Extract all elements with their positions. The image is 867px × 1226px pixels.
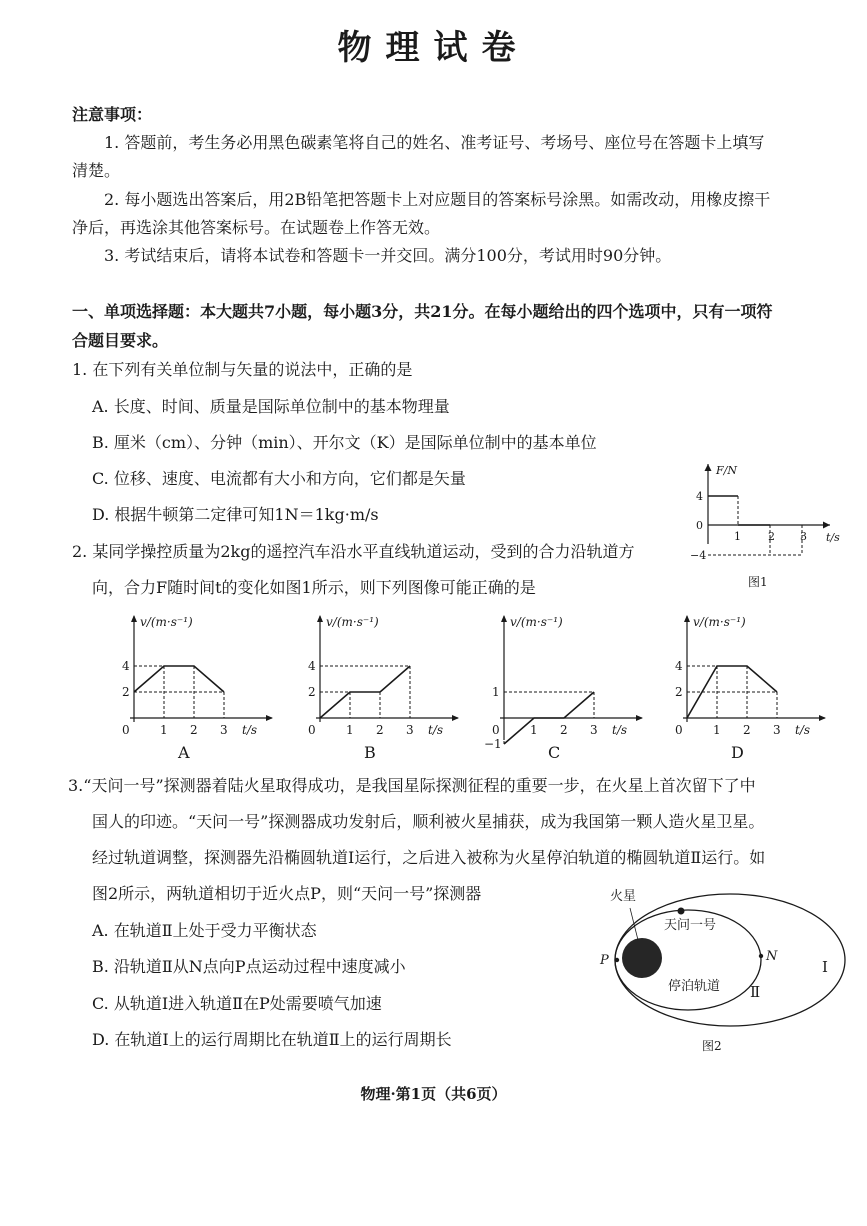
graph-b-option-label: B (364, 743, 376, 762)
mars-planet (622, 938, 662, 978)
graph-a-option-label: A (178, 743, 190, 762)
q3-stem-line2: 国人的印迹。“天问一号”探测器成功发射后，顺利被火星捕获，成为我国第一颗人造火星卫星。 (92, 812, 765, 831)
figure-2-orbits (590, 880, 852, 1058)
graph-a-x-label: t/s (242, 723, 258, 737)
graph-d-xtick-3: 3 (773, 723, 781, 737)
fig1-xtick-1: 1 (734, 530, 741, 543)
notice-item-1a: 1. 答题前，考生务必用黑色碳素笔将自己的姓名、准考证号、考场号、座位号在答题卡上填写 (104, 133, 765, 152)
notice-item-2b: 净后，再选涂其他答案标号。在试题卷上作答无效。 (72, 218, 441, 237)
q3-option-d: D. 在轨道Ⅰ上的运行周期比在轨道Ⅱ上的运行周期长 (92, 1030, 452, 1049)
graph-a-xtick-1: 1 (160, 723, 168, 737)
q1-option-b: B. 厘米（cm）、分钟（min）、开尔文（K）是国际单位制中的基本单位 (92, 433, 597, 452)
q3-option-a: A. 在轨道Ⅱ上处于受力平衡状态 (92, 921, 317, 940)
section-heading-line1: 一、单项选择题：本大题共7小题，每小题3分，共21分。在每小题给出的四个选项中，只有一项符 (72, 302, 773, 321)
graph-c-xtick-2: 2 (560, 723, 568, 737)
graph-c-y-label: v/(m·s⁻¹) (510, 615, 563, 629)
point-n-label: N (766, 949, 778, 964)
section-heading-line2: 合题目要求。 (72, 331, 169, 350)
fig2-caption: 图2 (702, 1039, 722, 1053)
fig1-caption: 图1 (748, 575, 768, 589)
probe-dot (678, 908, 685, 915)
graph-c-ytick-top: 1 (492, 685, 500, 699)
graph-d-origin: 0 (675, 723, 683, 737)
graph-c-xtick-1: 1 (530, 723, 538, 737)
notice-item-3: 3. 考试结束后，请将本试卷和答题卡一并交回。满分100分，考试用时90分钟。 (104, 246, 672, 265)
graph-b-origin: 0 (308, 723, 316, 737)
notice-heading: 注意事项： (72, 105, 153, 124)
graph-d-option-label: D (731, 743, 744, 762)
q2-stem-line2: 向，合力F随时间t的变化如图1所示，则下列图像可能正确的是 (92, 578, 536, 597)
graph-d-xtick-1: 1 (713, 723, 721, 737)
graph-c-x-label: t/s (612, 723, 628, 737)
fig1-ytick-4: 4 (696, 490, 703, 503)
point-n (759, 954, 763, 958)
graph-b-xtick-2: 2 (376, 723, 384, 737)
orbit-2-label: Ⅱ (750, 983, 761, 1001)
fig1-y-label: F/N (716, 464, 737, 477)
parking-orbit-label: 停泊轨道 (668, 979, 721, 994)
graph-a (112, 612, 282, 762)
q1-option-d: D. 根据牛顿第二定律可知1N＝1kg·m/s (92, 505, 379, 524)
notice-item-2a: 2. 每小题选出答案后，用2B铅笔把答题卡上对应题目的答案标号涂黑。如需改动，用橡皮擦干 (104, 190, 771, 209)
graph-a-xtick-3: 3 (220, 723, 228, 737)
fig1-xtick-2: 2 (768, 530, 775, 543)
figure-1-force-graph (690, 462, 850, 594)
graph-b-y-label: v/(m·s⁻¹) (326, 615, 379, 629)
q3-stem-line1: 3.“天问一号”探测器着陆火星取得成功，是我国星际探测征程的重要一步，在火星上首次留下了中 (68, 776, 756, 795)
graph-b-curve (320, 666, 410, 718)
q2-stem-line1: 2. 某同学操控质量为2kg的遥控汽车沿水平直线轨道运动，受到的合力沿轨道方 (72, 542, 635, 561)
probe-label: 天问一号 (664, 918, 717, 933)
fig1-ytick-0: 0 (696, 519, 703, 532)
page-footer: 物理·第1页（共6页） (360, 1085, 507, 1103)
graph-b (298, 612, 468, 762)
q3-option-b: B. 沿轨道Ⅱ从N点向P点运动过程中速度减小 (92, 957, 406, 976)
graph-b-x-label: t/s (428, 723, 444, 737)
graph-d-ytick-top: 4 (675, 659, 683, 673)
point-p (615, 958, 619, 962)
graph-a-xtick-2: 2 (190, 723, 198, 737)
q3-stem-line3: 经过轨道调整，探测器先沿椭圆轨道Ⅰ运行，之后进入被称为火星停泊轨道的椭圆轨道Ⅱ运行。如 (92, 848, 766, 867)
graph-a-ytick-top: 4 (122, 659, 130, 673)
graph-b-xtick-3: 3 (406, 723, 414, 737)
graph-d-ytick-mid: 2 (675, 685, 683, 699)
q1-option-a: A. 长度、时间、质量是国际单位制中的基本物理量 (92, 397, 450, 416)
fig1-xtick-3: 3 (800, 530, 807, 543)
fig1-ytick-neg4: −4 (690, 549, 707, 562)
graph-a-y-label: v/(m·s⁻¹) (140, 615, 193, 629)
graph-d-y-label: v/(m·s⁻¹) (693, 615, 746, 629)
graph-b-xtick-1: 1 (346, 723, 354, 737)
graph-a-ytick-mid: 2 (122, 685, 130, 699)
graph-d (665, 612, 835, 762)
graph-a-origin: 0 (122, 723, 130, 737)
q3-option-c: C. 从轨道Ⅰ进入轨道Ⅱ在P处需要喷气加速 (92, 994, 382, 1013)
graph-b-ytick-mid: 2 (308, 685, 316, 699)
graph-b-ytick-top: 4 (308, 659, 316, 673)
notice-item-1b: 清楚。 (72, 161, 121, 180)
graph-a-curve (134, 666, 224, 692)
mars-label: 火星 (610, 889, 637, 904)
graph-c-ytick-bottom: −1 (484, 737, 502, 751)
graph-c-option-label: C (548, 743, 561, 762)
page-title: 物理试卷 (337, 28, 530, 68)
q1-stem: 1. 在下列有关单位制与矢量的说法中，正确的是 (72, 360, 413, 379)
graph-d-x-label: t/s (795, 723, 811, 737)
q3-stem-line4: 图2所示，两轨道相切于近火点P，则“天问一号”探测器 (92, 884, 482, 903)
orbit-1-label: Ⅰ (822, 958, 828, 976)
q1-option-c: C. 位移、速度、电流都有大小和方向，它们都是矢量 (92, 469, 466, 488)
graph-c-xtick-3: 3 (590, 723, 598, 737)
fig1-x-label: t/s (826, 531, 840, 544)
point-p-label: P (600, 953, 609, 968)
graph-d-xtick-2: 2 (743, 723, 751, 737)
graph-c (482, 612, 652, 762)
graph-c-origin: 0 (492, 723, 500, 737)
